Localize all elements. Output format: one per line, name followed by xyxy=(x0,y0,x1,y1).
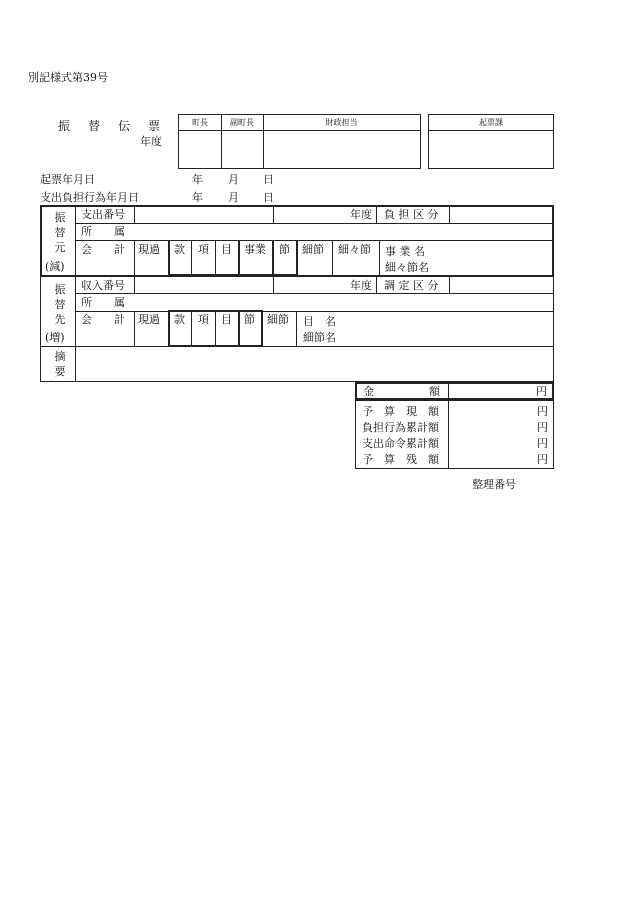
dest-item-name: 目 名 xyxy=(303,315,336,328)
source-kou: 項 xyxy=(198,243,209,256)
budget-remaining-yen: 円 xyxy=(537,453,548,466)
title-char-4: 票 xyxy=(148,119,161,133)
budget-current-label: 予 算 現 額 xyxy=(362,405,439,418)
dest-kou: 項 xyxy=(198,313,209,326)
expense-year: 年 xyxy=(192,191,203,204)
summary-label: 摘 要 xyxy=(54,350,66,378)
dest-adjust-label: 調 定 区 分 xyxy=(384,279,439,292)
budget-box xyxy=(355,400,554,469)
expense-month: 月 xyxy=(228,191,239,204)
source-saisaisetsu: 細々節 xyxy=(338,243,371,256)
source-affiliation-label: 所 属 xyxy=(81,225,125,238)
source-number-label: 支出番号 xyxy=(81,208,125,221)
expense-date-label: 支出負担行為年月日 xyxy=(40,191,139,204)
dest-side-label: 振 替 先 xyxy=(54,283,66,326)
source-side-label: 振 替 元 xyxy=(54,211,66,254)
dest-moku: 目 xyxy=(221,313,232,326)
approval-head-deputy: 副町長 xyxy=(221,115,263,131)
source-account-label: 会 計 xyxy=(81,243,125,256)
serial-number-label: 整理番号 xyxy=(472,478,516,491)
source-project-name: 事 業 名 xyxy=(385,245,425,258)
source-saisetsu: 細節 xyxy=(302,243,324,256)
source-nendo: 年度 xyxy=(350,208,372,221)
dest-kan: 款 xyxy=(174,313,185,326)
source-burden-label: 負 担 区 分 xyxy=(384,208,439,221)
title-char-1: 振 xyxy=(58,119,71,133)
burden-cumulative-yen: 円 xyxy=(537,421,548,434)
source-subsub-name: 細々節名 xyxy=(385,261,429,274)
dest-genka: 現過 xyxy=(138,313,160,326)
approval-head-mayor: 町長 xyxy=(179,115,221,131)
source-kan: 款 xyxy=(174,243,185,256)
title-char-2: 替 xyxy=(88,119,101,133)
dest-subitem-name: 細節名 xyxy=(303,331,336,344)
title-char-3: 伝 xyxy=(118,119,131,133)
transfer-grid xyxy=(40,205,554,382)
draft-month: 月 xyxy=(228,173,239,186)
source-jigyou: 事業 xyxy=(244,243,266,256)
order-cumulative-label: 支出命令累計額 xyxy=(362,437,439,450)
dest-nendo: 年度 xyxy=(350,279,372,292)
dest-saisetsu: 細節 xyxy=(267,313,289,326)
amount-label: 金 額 xyxy=(363,385,440,398)
draft-date-label: 起票年月日 xyxy=(40,173,95,186)
source-moku: 目 xyxy=(221,243,232,256)
budget-remaining-label: 予 算 残 額 xyxy=(362,453,439,466)
dest-side-sub: (増) xyxy=(45,331,65,344)
title-nendo: 年度 xyxy=(140,135,162,148)
dest-affiliation-label: 所 属 xyxy=(81,296,125,309)
form-number: 別記様式第39号 xyxy=(28,71,108,84)
source-genka: 現過 xyxy=(138,243,160,256)
drafting-dept-box xyxy=(428,114,554,169)
approval-stamp-box xyxy=(178,114,421,169)
budget-current-yen: 円 xyxy=(537,405,548,418)
draft-year: 年 xyxy=(192,173,203,186)
dest-number-label: 収入番号 xyxy=(81,279,125,292)
approval-head-finance: 財政担当 xyxy=(263,115,420,131)
source-setsu: 節 xyxy=(279,243,290,256)
approval-head-dept: 起票課 xyxy=(429,115,553,131)
order-cumulative-yen: 円 xyxy=(537,437,548,450)
draft-day: 日 xyxy=(263,173,274,186)
dest-setsu: 節 xyxy=(244,313,255,326)
dest-account-label: 会 計 xyxy=(81,313,125,326)
source-side-sub: (減) xyxy=(45,260,65,273)
burden-cumulative-label: 負担行為累計額 xyxy=(362,421,439,434)
expense-day: 日 xyxy=(263,191,274,204)
amount-box xyxy=(355,382,554,400)
amount-yen: 円 xyxy=(536,385,547,398)
